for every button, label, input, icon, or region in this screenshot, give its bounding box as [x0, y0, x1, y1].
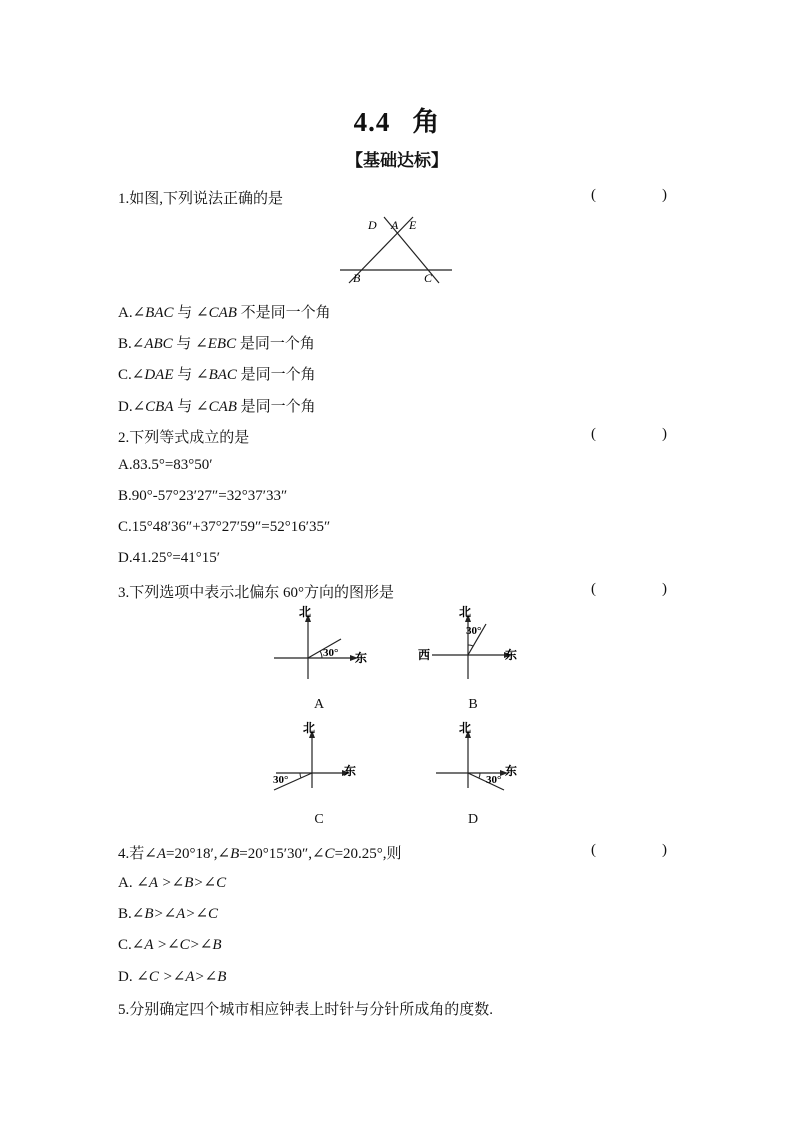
- title-number: 4.4: [353, 107, 391, 137]
- q1-triangle-figure: [335, 212, 460, 288]
- east-label: 东: [505, 764, 518, 778]
- q4-option-c: C.∠A >∠C>∠B: [118, 937, 222, 953]
- angle-label: 30°: [273, 774, 289, 786]
- q4-option-b: B.∠B>∠A>∠C: [118, 906, 219, 922]
- north-label: 北: [459, 605, 472, 619]
- q2-option-a: A.83.5°=83°50′: [118, 457, 213, 473]
- q1-option-a: A.∠BAC 与 ∠CAB 不是同一个角: [118, 305, 331, 321]
- q3-answer-parens: ( ): [591, 581, 667, 597]
- q1-option-b: B.∠ABC 与 ∠EBC 是同一个角: [118, 336, 315, 352]
- q1-option-d: D.∠CBA 与 ∠CAB 是同一个角: [118, 399, 316, 415]
- angle-arc: [468, 645, 473, 646]
- q3-figure-c: [268, 720, 368, 802]
- q3-figure-a: [268, 604, 368, 686]
- angle-label: 30°: [466, 625, 482, 637]
- q3-figure-d: [432, 720, 526, 802]
- east-label: 东: [344, 764, 357, 778]
- q4-stem: 4.若∠A=20°18′,∠B=20°15′30″,∠C=20.25°,则: [118, 846, 402, 862]
- q2-option-c: C.15°48′36″+37°27′59″=52°16′35″: [118, 519, 331, 535]
- q2-option-d: D.41.25°=41°15′: [118, 550, 221, 566]
- north-label: 北: [459, 721, 472, 735]
- q2-option-b: B.90°-57°23′27″=32°37′33″: [118, 488, 288, 504]
- west-label: 西: [418, 648, 431, 662]
- angle-arc: [300, 773, 301, 778]
- angle-arc: [479, 773, 480, 778]
- angle-arc: [320, 651, 322, 658]
- title-word: 角: [412, 107, 441, 137]
- q1-label-a: A: [391, 218, 399, 232]
- q1-option-c: C.∠DAE 与 ∠BAC 是同一个角: [118, 367, 316, 383]
- north-label: 北: [299, 605, 312, 619]
- q3-stem: 3.下列选项中表示北偏东 60°方向的图形是: [118, 585, 395, 601]
- q1-label-e: E: [409, 218, 417, 232]
- q1-answer-parens: ( ): [591, 187, 667, 203]
- q2-stem: 2.下列等式成立的是: [118, 430, 250, 446]
- q3-caption-d: D: [467, 812, 479, 827]
- east-label: 东: [505, 648, 518, 662]
- q5-stem: 5.分别确定四个城市相应钟表上时针与分针所成角的度数.: [118, 1002, 494, 1018]
- q3-caption-a: A: [313, 697, 325, 712]
- q4-option-a: A. ∠A >∠B>∠C: [118, 875, 227, 891]
- q2-answer-parens: ( ): [591, 426, 667, 442]
- page-title: [0, 100, 794, 139]
- q4-answer-parens: ( ): [591, 842, 667, 858]
- q1-label-d: D: [368, 218, 377, 232]
- q4-option-d: D. ∠C >∠A>∠B: [118, 969, 227, 985]
- q3-caption-c: C: [314, 812, 324, 827]
- q3-caption-b: B: [468, 697, 478, 712]
- angle-label: 30°: [323, 647, 339, 659]
- q1-label-c: C: [424, 271, 433, 285]
- q3-figure-b: [414, 604, 524, 686]
- q1-stem: 1.如图,下列说法正确的是: [118, 191, 284, 207]
- section-heading: 【基础达标】: [346, 151, 448, 170]
- angle-label: 30°: [486, 774, 502, 786]
- east-label: 东: [355, 651, 368, 665]
- north-label: 北: [303, 721, 316, 735]
- q1-label-b: B: [353, 271, 361, 285]
